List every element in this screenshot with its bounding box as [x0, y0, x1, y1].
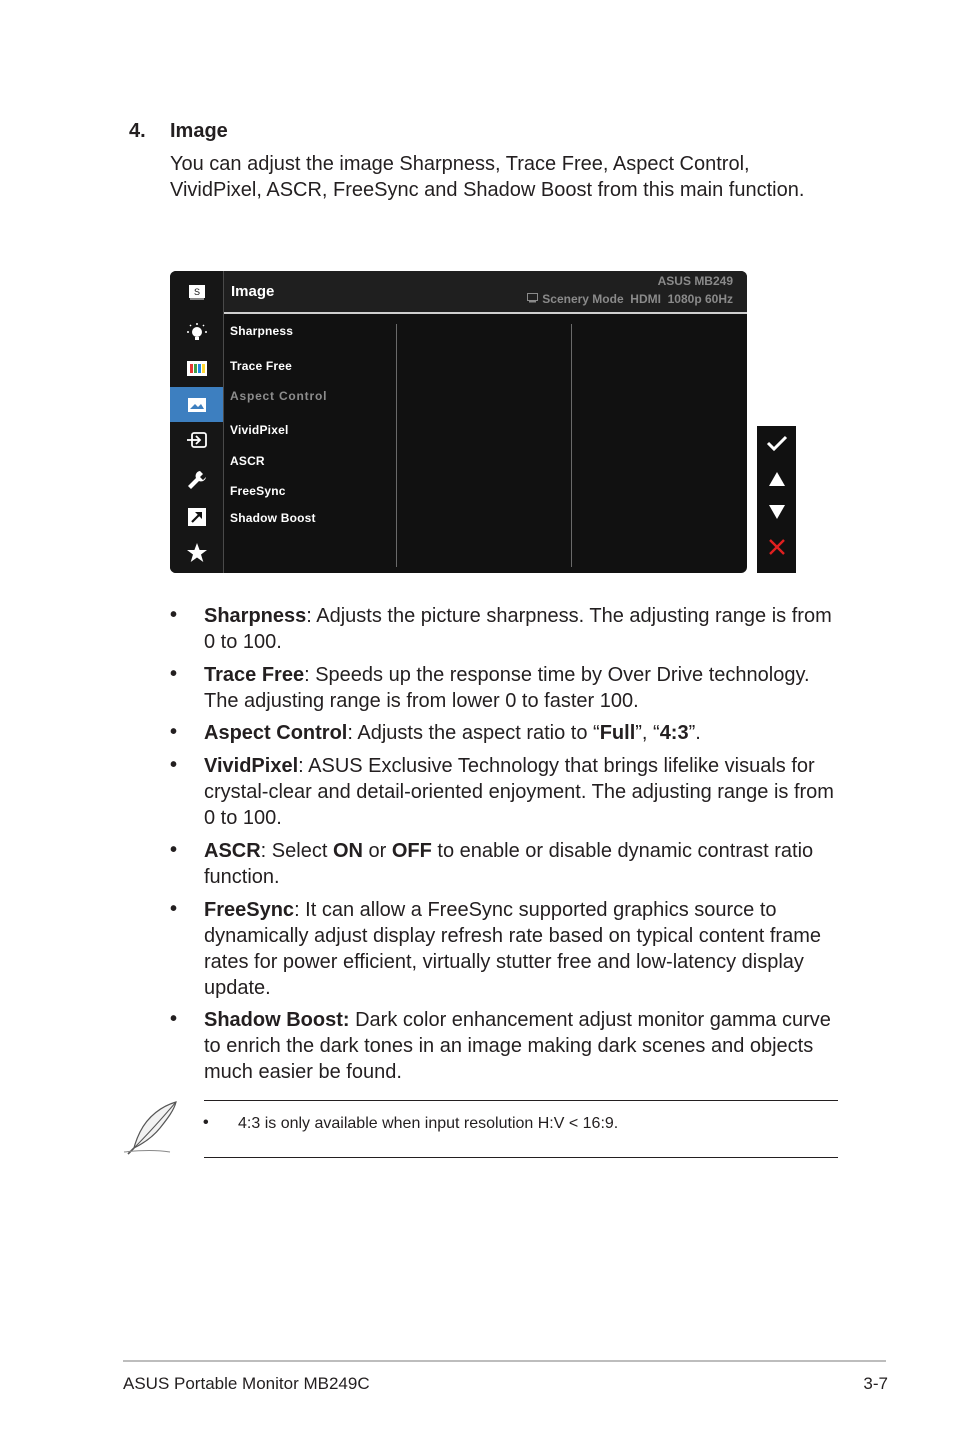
option-full: Full [599, 722, 636, 744]
bullet-desc: : Adjusts the picture sharpness. The adjusting range is from 0 to 100. [204, 605, 832, 653]
note-rule-bottom [204, 1157, 838, 1158]
bluelight-icon[interactable] [170, 315, 223, 350]
menu-item-ascr[interactable]: ASCR [230, 454, 265, 468]
menu-item-aspect-control: Aspect Control [230, 389, 328, 403]
osd-column-divider [571, 324, 572, 567]
bullet-desc: or [362, 840, 392, 862]
bullet-term: VividPixel [204, 755, 299, 777]
footer-rule [123, 1360, 886, 1362]
check-icon[interactable] [757, 426, 796, 460]
note-text: 4:3 is only available when input resolution H:V < 16:9. [238, 1115, 619, 1132]
bullet-term: ASCR [204, 840, 261, 862]
bullet-marker: • [170, 839, 178, 861]
osd-menu-panel [170, 271, 747, 573]
bullet-vividpixel [204, 753, 844, 831]
down-arrow-icon[interactable] [757, 495, 796, 529]
bullet-term: Shadow Boost: [204, 1009, 350, 1031]
section-intro: You can adjust the image Sharpness, Trace Free, Aspect Control, VividPixel, ASCR, FreeSync and Shadow Boost from this main function. [170, 153, 805, 201]
bullet-marker: • [170, 1008, 178, 1030]
bullet-marker: • [170, 663, 178, 685]
bullet-marker: • [170, 898, 178, 920]
osd-sidebar-divider [223, 271, 224, 573]
splendid-badge: S [193, 286, 200, 297]
bullet-term: Aspect Control [204, 722, 348, 744]
osd-title: Image [231, 283, 275, 300]
option-on: ON [332, 840, 363, 862]
option-4-3: 4:3 [659, 722, 689, 744]
close-icon[interactable] [757, 530, 796, 564]
up-arrow-icon[interactable] [757, 462, 796, 496]
osd-status-bar [527, 292, 733, 306]
osd-model-label: ASUS MB249 [657, 274, 733, 288]
image-icon[interactable] [170, 387, 223, 422]
menu-item-vividpixel[interactable]: VividPixel [230, 423, 289, 437]
bullet-term: FreeSync [204, 899, 295, 921]
osd-control-keys [757, 426, 796, 573]
footer-title: ASUS Portable Monitor MB249C [123, 1374, 370, 1393]
page-number: 3-7 [863, 1374, 888, 1393]
bullet-marker: • [170, 754, 178, 776]
favorite-icon[interactable] [170, 535, 223, 570]
section-number: 4. [129, 120, 146, 142]
color-icon[interactable] [170, 351, 223, 386]
bullet-trace-free [204, 662, 844, 714]
monitor-icon [527, 292, 538, 306]
section-title: Image [170, 120, 228, 142]
bullet-desc: : Adjusts the aspect ratio to “ [347, 722, 600, 744]
splendid-icon[interactable] [170, 274, 223, 309]
note-rule-top [204, 1100, 838, 1101]
bullet-aspect-control [204, 720, 844, 746]
menu-item-trace-free[interactable]: Trace Free [230, 359, 293, 373]
bullet-desc: : It can allow a FreeSync supported graphics source to dynamically adjust display refresh rate based on typical content frame rates for power efficient, virtually stutter free and low-latency display update. [204, 899, 821, 999]
bullet-desc: ”. [688, 722, 701, 744]
bullet-shadow-boost [204, 1007, 844, 1085]
bullet-ascr [204, 838, 844, 890]
bullet-desc: : ASUS Exclusive Technology that brings lifelike visuals for crystal-clear and detail-oriented enjoyment. The adjusting range is from 0 to 100. [204, 755, 834, 829]
option-off: OFF [391, 840, 432, 862]
system-setup-icon[interactable] [170, 462, 223, 497]
menu-item-shadow-boost[interactable]: Shadow Boost [230, 511, 316, 525]
bullet-sharpness [204, 603, 844, 655]
bullet-desc: ”, “ [635, 722, 660, 744]
osd-column-divider [396, 324, 397, 567]
osd-header [224, 271, 747, 314]
note-feather-icon [122, 1100, 180, 1161]
osd-sidebar [170, 271, 223, 573]
shortcut-icon[interactable] [170, 499, 223, 534]
bullet-freesync [204, 897, 844, 1001]
bullet-desc: : Select [260, 840, 333, 862]
menu-item-freesync[interactable]: FreeSync [230, 484, 286, 498]
input-select-icon[interactable] [170, 422, 223, 457]
bullet-marker: • [170, 604, 178, 626]
bullet-desc: : Speeds up the response time by Over Drive technology. The adjusting range is from lower 0 to faster 100. [204, 664, 810, 712]
bullet-marker: • [170, 721, 178, 743]
menu-item-sharpness[interactable]: Sharpness [230, 324, 294, 338]
bullet-term: Trace Free [204, 664, 305, 686]
bullet-desc: Dark color enhancement adjust monitor gamma curve to enrich the dark tones in an image making dark scenes and objects much easier be found. [204, 1009, 831, 1083]
bullet-term: Sharpness [204, 605, 307, 627]
osd-status-text: Scenery Mode HDMI 1080p 60Hz [542, 292, 733, 306]
bullet-desc: to enable or disable dynamic contrast ratio function. [204, 840, 814, 888]
note-bullet: • [203, 1114, 209, 1131]
